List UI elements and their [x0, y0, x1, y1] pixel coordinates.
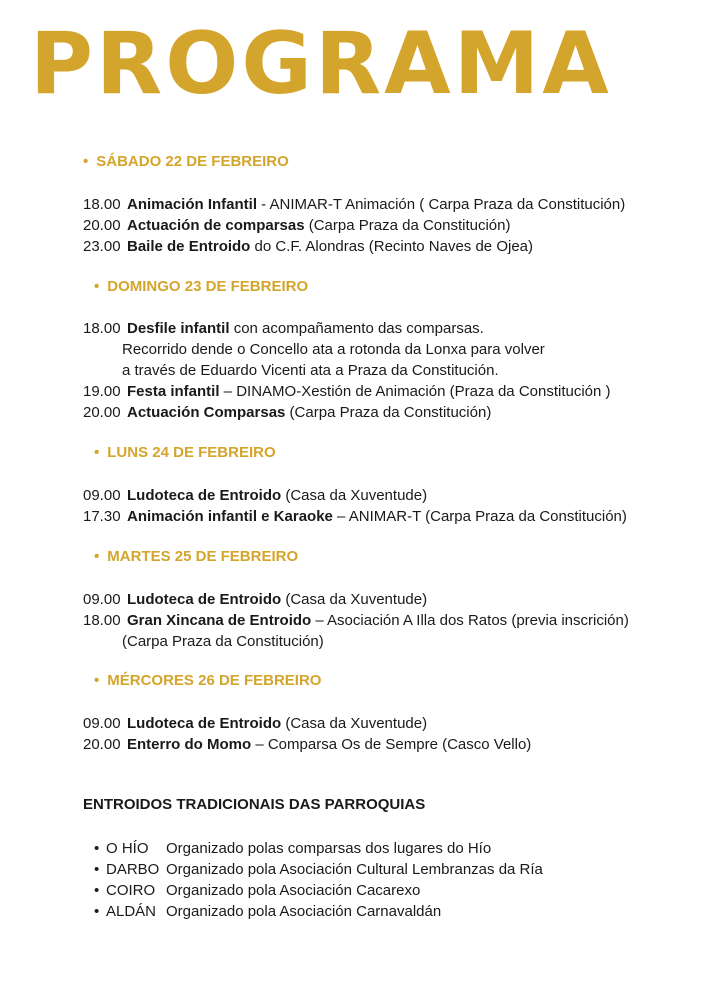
event-name: Enterro do Momo — [127, 736, 252, 753]
event-row — [83, 236, 533, 257]
event-name: Ludoteca de Entroido — [127, 487, 282, 504]
parish-name: ALDÁN — [106, 903, 157, 920]
event-time: 20.00 — [83, 217, 121, 234]
event-time: 20.00 — [83, 736, 121, 753]
event-time: 18.00 — [83, 196, 121, 213]
event-name: Actuación Comparsas — [127, 404, 286, 421]
event-time: 09.00 — [83, 591, 121, 608]
event-detail: - ANIMAR-T Animación ( Carpa Praza da Constitución) — [257, 196, 626, 213]
bullet-icon: • — [94, 278, 100, 295]
event-time: 17.30 — [83, 508, 121, 525]
day-heading-sunday — [94, 278, 308, 296]
parish-desc: Organizado pola Asociación Carnavaldán — [166, 903, 442, 920]
bullet-icon: • — [83, 153, 89, 170]
event-row — [83, 589, 427, 610]
event-time: 09.00 — [83, 487, 121, 504]
event-row — [83, 734, 531, 755]
parish-item — [94, 901, 441, 922]
event-row — [83, 215, 511, 236]
event-detail: – ANIMAR-T (Carpa Praza da Constitución) — [332, 508, 627, 525]
event-time: 09.00 — [83, 715, 121, 732]
parish-item — [94, 838, 491, 859]
event-name: Festa infantil — [127, 383, 220, 400]
day-heading-wednesday — [94, 672, 321, 690]
event-name: Desfile infantil — [127, 320, 230, 337]
event-name: Animación Infantil — [127, 196, 258, 213]
bullet-icon: • — [94, 840, 100, 857]
event-row — [83, 485, 427, 506]
event-detail: – Asociación A Illa dos Ratos (previa inscrición) — [311, 612, 629, 629]
event-time: 23.00 — [83, 238, 121, 255]
event-row — [83, 610, 629, 631]
parish-desc: Organizado pola Asociación Cacarexo — [166, 882, 421, 899]
event-name: Gran Xincana de Entroido — [127, 612, 312, 629]
day-heading-label: DOMINGO 23 DE FEBREIRO — [107, 278, 309, 295]
event-continuation: (Carpa Praza da Constitución) — [122, 633, 324, 650]
parish-name: O HÍO — [106, 840, 149, 857]
event-detail: (Carpa Praza da Constitución) — [304, 217, 511, 234]
event-detail: (Casa da Xuventude) — [281, 591, 428, 608]
parish-item — [94, 880, 420, 901]
event-detail: (Casa da Xuventude) — [281, 487, 428, 504]
event-detail: – DINAMO-Xestión de Animación (Praza da Constitución ) — [219, 383, 611, 400]
event-row — [83, 402, 491, 423]
event-time: 19.00 — [83, 383, 121, 400]
event-row — [83, 506, 627, 527]
event-row — [83, 194, 625, 215]
page-title: PROGRAMA — [30, 14, 612, 114]
parish-item — [94, 859, 543, 880]
parish-desc: Organizado polas comparsas dos lugares do Hío — [166, 840, 492, 857]
day-heading-label: SÁBADO 22 DE FEBREIRO — [96, 153, 289, 170]
parish-desc: Organizado pola Asociación Cultural Lembranzas da Ría — [166, 861, 543, 878]
event-name: Ludoteca de Entroido — [127, 715, 282, 732]
bullet-icon: • — [94, 903, 100, 920]
event-detail: (Carpa Praza da Constitución) — [285, 404, 492, 421]
bullet-icon: • — [94, 548, 100, 565]
bullet-icon: • — [94, 672, 100, 689]
event-time: 18.00 — [83, 320, 121, 337]
event-row — [83, 713, 427, 734]
bullet-icon: • — [94, 444, 100, 461]
day-heading-saturday — [83, 153, 289, 171]
event-continuation: Recorrido dende o Concello ata a rotonda da Lonxa para volver — [122, 341, 545, 358]
bullet-icon: • — [94, 861, 100, 878]
event-time: 20.00 — [83, 404, 121, 421]
event-name: Baile de Entroido — [127, 238, 251, 255]
event-name: Actuación de comparsas — [127, 217, 305, 234]
event-row — [83, 381, 611, 402]
event-detail: do C.F. Alondras (Recinto Naves de Ojea) — [250, 238, 533, 255]
event-detail: – Comparsa Os de Sempre (Casco Vello) — [251, 736, 532, 753]
parishes-title: ENTROIDOS TRADICIONAIS DAS PARROQUIAS — [83, 796, 426, 813]
event-name: Animación infantil e Karaoke — [127, 508, 333, 525]
day-heading-monday — [94, 444, 276, 462]
event-row — [83, 318, 484, 339]
day-heading-label: MÉRCORES 26 DE FEBREIRO — [107, 672, 322, 689]
event-detail: (Casa da Xuventude) — [281, 715, 428, 732]
event-time: 18.00 — [83, 612, 121, 629]
parish-name: DARBO — [106, 861, 160, 878]
event-continuation: a través de Eduardo Vicenti ata a Praza da Constitución. — [122, 362, 499, 379]
parish-name: COIRO — [106, 882, 156, 899]
day-heading-label: LUNS 24 DE FEBREIRO — [107, 444, 276, 461]
day-heading-label: MARTES 25 DE FEBREIRO — [107, 548, 299, 565]
event-name: Ludoteca de Entroido — [127, 591, 282, 608]
bullet-icon: • — [94, 882, 100, 899]
day-heading-tuesday — [94, 548, 298, 566]
event-detail: con acompañamento das comparsas. — [229, 320, 484, 337]
